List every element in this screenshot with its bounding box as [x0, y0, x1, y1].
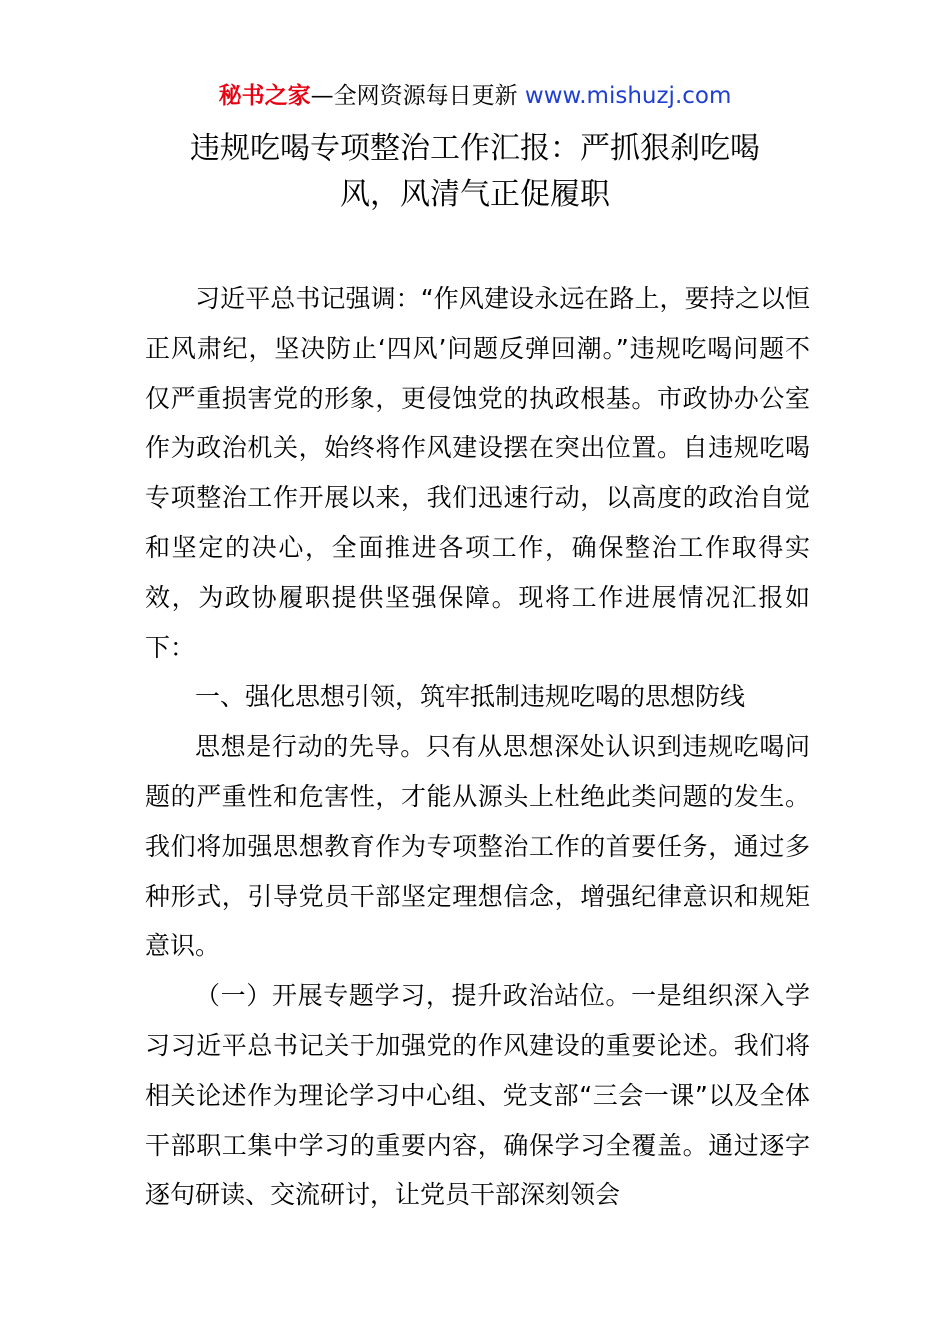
section-heading-1: 一、强化思想引领，筑牢抵制违规吃喝的思想防线	[195, 682, 746, 712]
site-brand: 秘书之家	[218, 83, 311, 109]
document-title-line-2: 风，风清气正促履职	[340, 177, 610, 212]
site-url-link[interactable]: www.mishuzj.com	[524, 83, 732, 109]
site-tagline: —全网资源每日更新	[310, 83, 525, 109]
site-header	[0, 80, 950, 112]
document-title-line-1: 违规吃喝专项整治工作汇报：严抓狠刹吃喝	[190, 131, 760, 166]
subsection-1-paragraph: （一）开展专题学习，提升政治站位。一是组织深入学习习近平总书记关于加强党的作风建设的重要论述。我们将相关论述作为理论学习中心组、党支部“三会一课”以及全体干部职工集中学习的重要内容，确保学习全覆盖。通过逐字逐句研读、交流研讨，让党员干部深刻领会	[145, 981, 810, 1210]
document-title	[150, 126, 800, 218]
section-1-paragraph: 思想是行动的先导。只有从思想深处认识到违规吃喝问题的严重性和危害性，才能从源头上杜绝此类问题的发生。我们将加强思想教育作为专项整治工作的首要任务，通过多种形式，引导党员干部坚定理想信念，增强纪律意识和规矩意识。	[145, 732, 810, 961]
document-body	[145, 274, 810, 1220]
intro-paragraph: 习近平总书记强调：“作风建设永远在路上，要持之以恒正风肃纪，坚决防止‘四风’问题反弹回潮。”违规吃喝问题不仅严重损害党的形象，更侵蚀党的执政根基。市政协办公室作为政治机关，始终将作风建设摆在突出位置。自违规吃喝专项整治工作开展以来，我们迅速行动，以高度的政治自觉和坚定的决心，全面推进各项工作，确保整治工作取得实效，为政协履职提供坚强保障。现将工作进展情况汇报如下：	[145, 284, 810, 662]
